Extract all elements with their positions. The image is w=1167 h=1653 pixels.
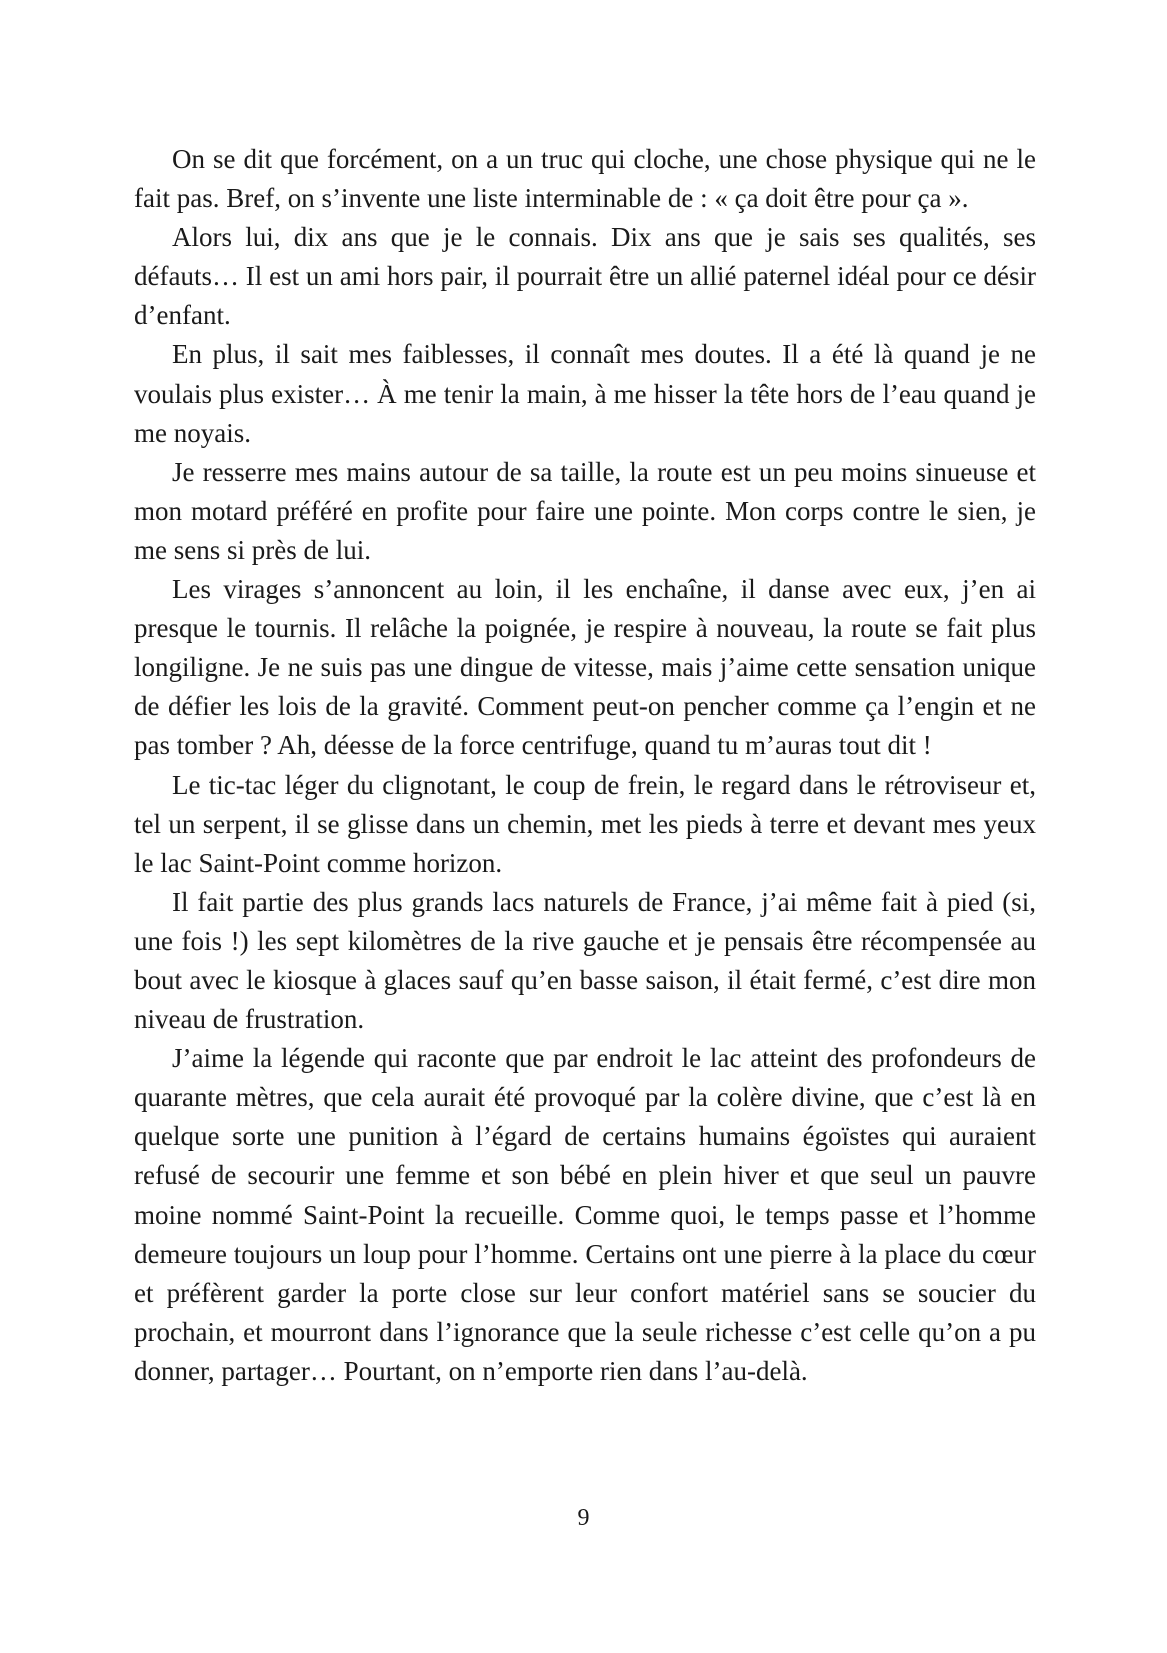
page-number: 9 <box>577 1505 590 1531</box>
paragraph-3: En plus, il sait mes faiblesses, il connaît mes doutes. Il a été là quand je ne voulais plus exister… À me tenir la main, à me hisser la tête hors de l’eau quand je me noyais. <box>134 339 1036 448</box>
paragraph-5: Les virages s’annoncent au loin, il les enchaîne, il danse avec eux, j’en ai presque le tournis. Il relâche la poignée, je respire à nouveau, la route se fait plus longiligne. Je ne suis pas une dingue de vitesse, mais j’aime cette sensation unique de défier les lois de la gravité. Comment peut-on pencher comme ça l’engin et ne pas tomber ? Ah, déesse de la force centrifuge, quand tu m’auras tout dit ! <box>134 574 1036 761</box>
paragraph-7: Il fait partie des plus grands lacs naturels de France, j’ai même fait à pied (si, une fois !) les sept kilomètres de la rive gauche et je pensais être récompensée au bout avec le kiosque à glaces sauf qu’en basse saison, il était fermé, c’est dire mon niveau de frustration. <box>134 886 1036 1035</box>
paragraph-8: J’aime la légende qui raconte que par endroit le lac atteint des profondeurs de quarante mètres, que cela aurait été provoqué par la colère divine, que c’est là en quelque sorte une punition à l’égard de certains humains égoïstes qui auraient refusé de secourir une femme et son bébé en plein hiver et que seul un pauvre moine nommé Saint-Point la recueille. Comme quoi, le temps passe et l’homme demeure toujours un loup pour l’homme. Certains ont une pierre à la place du cœur et préfèrent garder la porte close sur leur confort matériel sans se soucier du prochain, et mourront dans l’ignorance que la seule richesse c’est celle qu’on a pu donner, partager… Pourtant, on n’emporte rien dans l’au-delà. <box>134 1043 1036 1386</box>
paragraph-6: Le tic-tac léger du clignotant, le coup de frein, le regard dans le rétroviseur et, tel un serpent, il se glisse dans un chemin, met les pieds à terre et devant mes yeux le lac Saint-Point comme horizon. <box>134 769 1036 878</box>
paragraph-4: Je resserre mes mains autour de sa taille, la route est un peu moins sinueuse et mon motard préféré en profite pour faire une pointe. Mon corps contre le sien, je me sens si près de lui. <box>134 456 1036 565</box>
paragraph-1: On se dit que forcément, on a un truc qui cloche, une chose physique qui ne le fait pas. Bref, on s’invente une liste interminable de : « ça doit être pour ça ». <box>134 144 1036 214</box>
paragraph-2: Alors lui, dix ans que je le connais. Dix ans que je sais ses qualités, ses défauts… Il est un ami hors pair, il pourrait être un allié paternel idéal pour ce désir d’enfant. <box>134 222 1036 331</box>
body-text <box>134 140 1036 1391</box>
